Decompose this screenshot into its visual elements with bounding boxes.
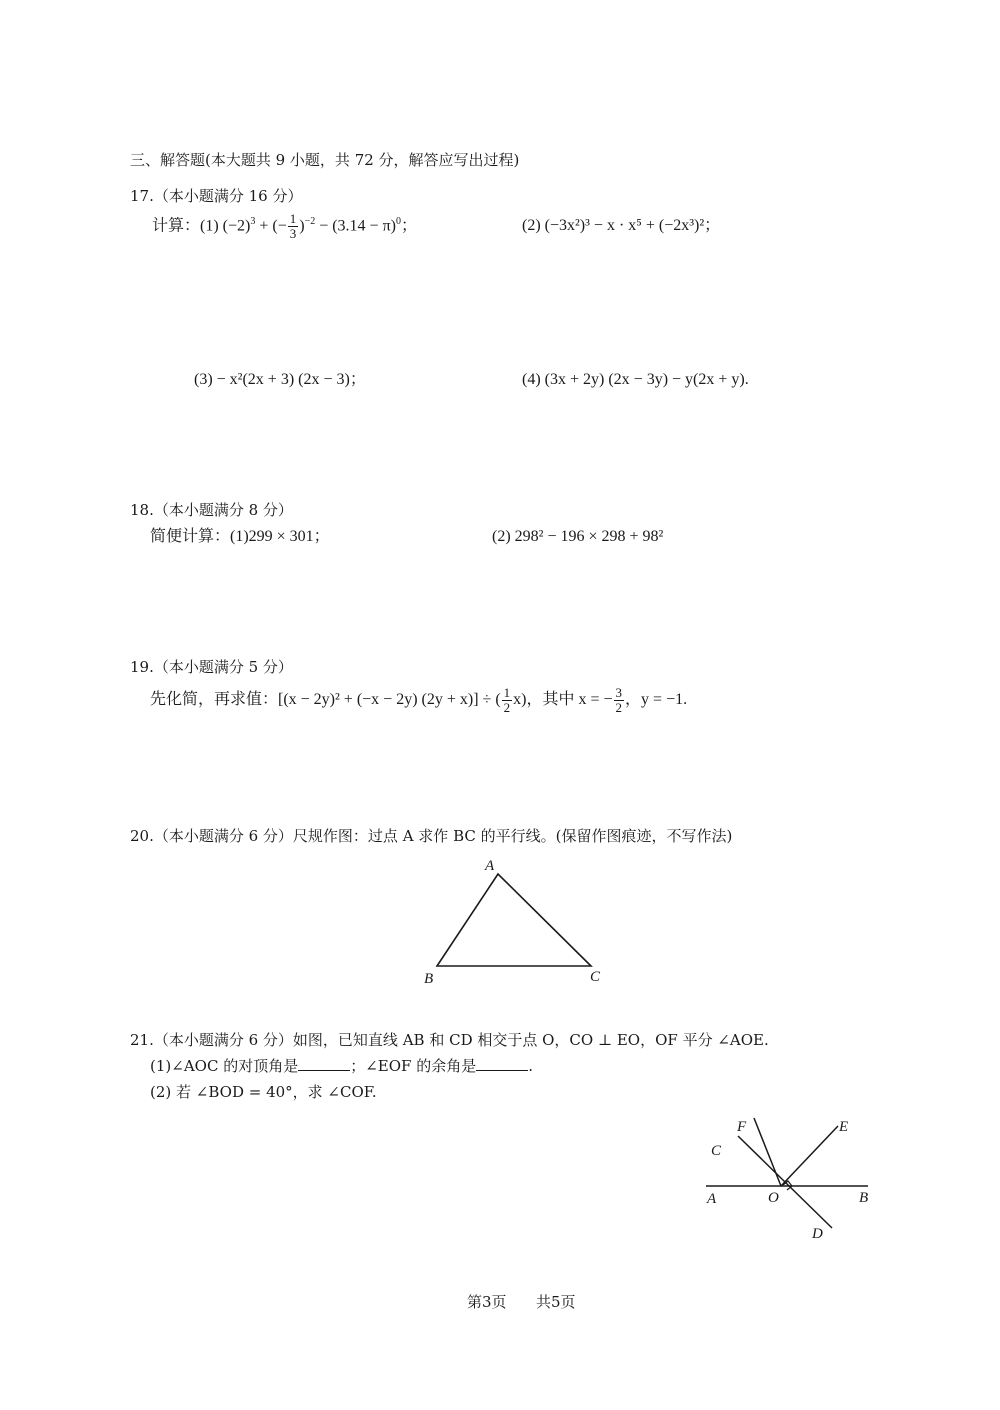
q20-text: 20.（本小题满分 6 分）尺规作图：过点 A 求作 BC 的平行线。(保留作图痕迹，不写作法)	[130, 827, 733, 845]
q17-p1-d: − (3.14 − π)	[315, 217, 396, 235]
q18-part1: 简便计算：(1)299 × 301；	[150, 528, 330, 545]
q17-header: 17.（本小题满分 16 分）	[130, 187, 303, 205]
q19-text-c: ，y = −1.	[625, 691, 688, 709]
q18-header: 18.（本小题满分 8 分）	[130, 501, 293, 519]
answer-blank-1[interactable]	[298, 1056, 350, 1071]
label-e-21: E	[839, 1119, 849, 1135]
q19-header: 19.（本小题满分 5 分）	[130, 658, 293, 676]
q17-p1-c: )	[299, 217, 305, 235]
q17-p1-end: ；	[400, 217, 417, 235]
q19-frac2-num: 3	[615, 685, 623, 700]
page-number: 第3页	[467, 1293, 507, 1311]
q19-frac1-den: 2	[503, 700, 511, 715]
section-title: 三、解答题(本大题共 9 小题，共 72 分，解答应写出过程)	[130, 151, 520, 169]
label-a: A	[485, 858, 495, 874]
q19-frac1-num: 1	[503, 685, 511, 700]
label-d-21: D	[812, 1226, 823, 1242]
q17-p1-b: + (−	[255, 217, 287, 235]
q17-p1-a: (1) (−2)	[200, 217, 251, 235]
q17-p1-a-sup: 3	[250, 216, 256, 227]
q21-p1-c: .	[528, 1057, 533, 1075]
q17-p1-c-sup: −2	[304, 216, 316, 227]
q17-part3: (3) − x²(2x + 3) (2x − 3)；	[194, 371, 366, 388]
q17-frac-den: 3	[289, 226, 297, 242]
q21-text: 21.（本小题满分 6 分）如图，已知直线 AB 和 CD 相交于点 O，CO ⊥ EO，OF 平分 ∠AOE.	[130, 1031, 769, 1049]
label-o-21: O	[768, 1190, 779, 1206]
q17-prefix: 计算：	[152, 217, 201, 235]
ray-of	[754, 1118, 781, 1186]
q21-p1-a: (1)∠AOC 的对顶角是	[150, 1057, 299, 1075]
triangle-abc	[437, 874, 591, 966]
label-b: B	[424, 971, 434, 987]
q21-part2: (2) 若 ∠BOD = 40°，求 ∠COF.	[150, 1083, 377, 1101]
q17-part4: (4) (3x + 2y) (2x − 3y) − y(2x + y).	[522, 371, 749, 388]
label-b-21: B	[859, 1190, 869, 1206]
ray-oe	[781, 1126, 838, 1186]
label-f-21: F	[737, 1119, 747, 1135]
label-c-21: C	[711, 1143, 722, 1159]
q21-p1-b: ；∠EOF 的余角是	[350, 1057, 477, 1075]
q21-angle-figure	[706, 1118, 868, 1242]
q17-frac-num: 1	[289, 211, 297, 227]
q17-p1-d-sup: 0	[395, 216, 401, 227]
q19-frac2-den: 2	[615, 700, 623, 715]
label-a-21: A	[707, 1191, 717, 1207]
page-total: 共5页	[536, 1293, 576, 1311]
q17-part2: (2) (−3x²)³ − x · x⁵ + (−2x³)²；	[522, 217, 721, 234]
answer-blank-2[interactable]	[476, 1056, 528, 1071]
q19-text-b: x)，其中 x = −	[513, 691, 613, 709]
q21-part1	[150, 1056, 533, 1076]
q18-part2: (2) 298² − 196 × 298 + 98²	[492, 528, 664, 545]
q19-text-a: 先化简，再求值：[(x − 2y)² + (−x − 2y) (2y + x)] ÷ (	[150, 691, 501, 709]
label-c: C	[590, 969, 601, 985]
